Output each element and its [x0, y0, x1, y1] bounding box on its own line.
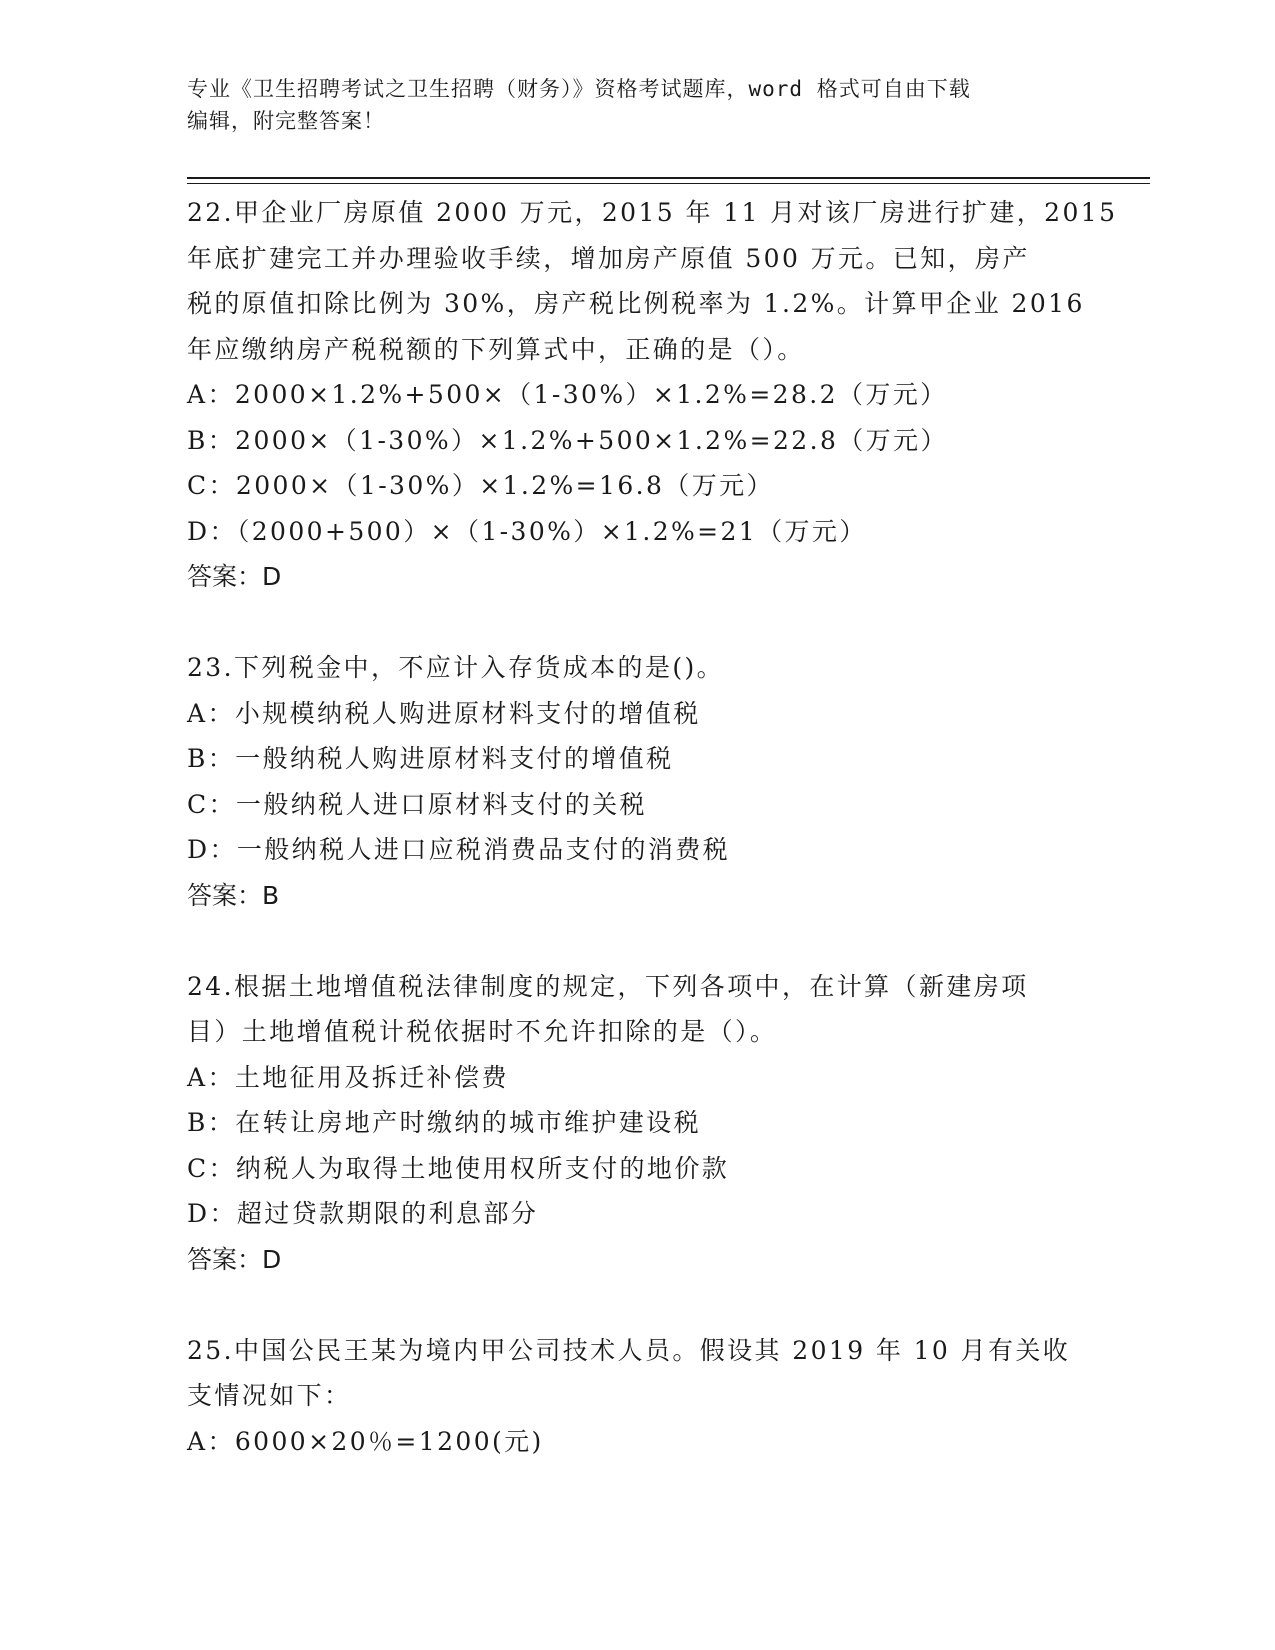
option-c: C：2000×（1-30%）×1.2%=16.8（万元）: [187, 471, 774, 500]
question-23: [187, 645, 1087, 918]
question-spacer: [187, 1282, 1087, 1328]
answer-label: 答案：B: [187, 880, 280, 910]
question-list: [187, 190, 1118, 1464]
option-d: D：一般纳税人进口应税消费品支付的消费税: [187, 835, 731, 864]
option-c: C：纳税人为取得土地使用权所支付的地价款: [187, 1153, 730, 1183]
question-stem-line: 25.中国公民王某为境内甲公司技术人员。假设其 2019 年 10 月有关收: [187, 1335, 1071, 1365]
question-22: [187, 190, 1118, 600]
option-d: D：（2000+500）×（1-30%）×1.2%=21（万元）: [187, 516, 867, 546]
header-divider-thick: [187, 177, 1150, 179]
question-stem-line: 年底扩建完工并办理验收手续，增加房产原值 500 万元。已知，房产: [187, 243, 1030, 273]
question-stem-line: 22.甲企业厂房原值 2000 万元，2015 年 11 月对该厂房进行扩建，2015: [187, 198, 1118, 227]
question-25: [187, 1328, 1087, 1465]
question-stem-line: 23.下列税金中，不应计入存货成本的是()。: [187, 653, 725, 682]
option-a: A：2000×1.2%+500×（1-30%）×1.2%=28.2（万元）: [187, 380, 948, 409]
question-spacer: [187, 918, 1087, 964]
header-divider-thin: [187, 183, 1150, 184]
question-spacer: [187, 600, 1087, 646]
option-a: A：小规模纳税人购进原材料支付的增值税: [187, 698, 701, 728]
header-line-1: 专业《卫生招聘考试之卫生招聘（财务）》资格考试题库，word 格式可自由下载: [187, 77, 971, 101]
question-stem-line: 24.根据土地增值税法律制度的规定，下列各项中，在计算（新建房项: [187, 971, 1029, 1001]
header-line-2: 编辑，附完整答案！: [187, 109, 385, 133]
answer-label: 答案：D: [187, 562, 282, 591]
option-b: B：在转让房地产时缴纳的城市维护建设税: [187, 1108, 701, 1137]
question-stem-line: 支情况如下：: [187, 1381, 352, 1410]
option-a: A：6000×20％=1200(元): [187, 1426, 544, 1456]
question-stem-line: 年应缴纳房产税税额的下列算式中，正确的是（）。: [187, 334, 805, 364]
document-header: [187, 73, 1067, 137]
answer-label: 答案：D: [187, 1244, 282, 1274]
option-a: A：土地征用及拆迁补偿费: [187, 1062, 509, 1092]
option-b: B：一般纳税人购进原材料支付的增值税: [187, 744, 674, 773]
question-stem-line: 目）土地增值税计税依据时不允许扣除的是（）。: [187, 1017, 778, 1046]
option-d: D：超过贷款期限的利息部分: [187, 1199, 539, 1228]
option-c: C：一般纳税人进口原材料支付的关税: [187, 789, 647, 819]
question-24: [187, 964, 1087, 1283]
question-stem-line: 税的原值扣除比例为 30%，房产税比例税率为 1.2%。计算甲企业 2016: [187, 289, 1085, 318]
option-b: B：2000×（1-30%）×1.2%+500×1.2%=22.8（万元）: [187, 425, 948, 455]
